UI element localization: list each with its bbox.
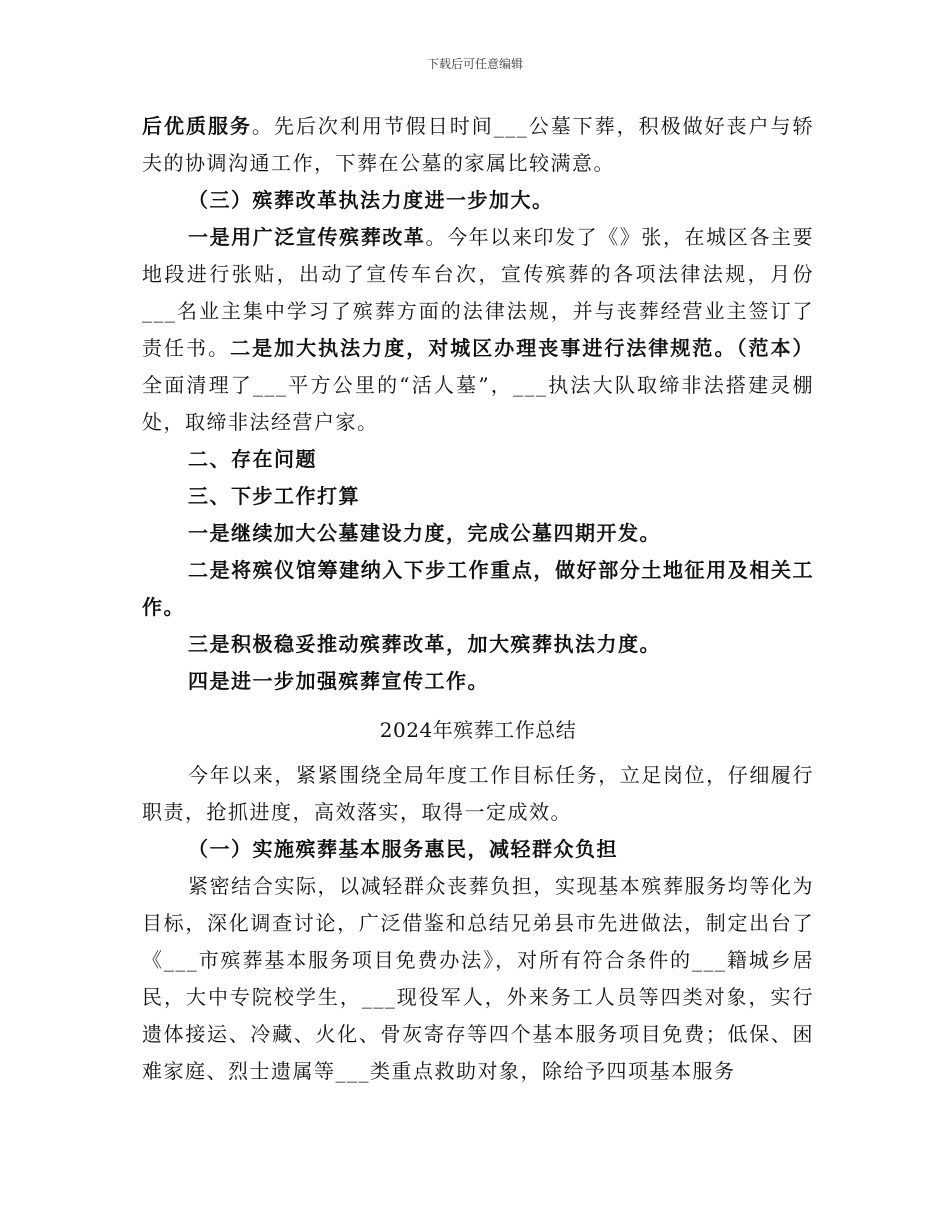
paragraph-intro: 今年以来，紧紧围绕全局年度工作目标任务，立足岗位，仔细履行职责，抢抓进度，高效落实，取得一定成效。 xyxy=(142,763,814,824)
section-plans: 三、下步工作打算 xyxy=(188,484,360,508)
document-title: 2024年殡葬工作总结 xyxy=(379,718,577,742)
paragraph-text-1: 。今年以来印发了《》张，在城区各主要地段进行张贴，出动了宣传车台次，宣传殡葬的各项法律法规，月份___名业主集中学习了殡葬方面的法律法规，并与丧葬经营业主签订了责任书。 xyxy=(142,225,815,360)
plan-item-3: 三是积极稳妥推动殡葬改革，加大殡葬执法力度。 xyxy=(188,632,661,656)
paragraph-service xyxy=(142,108,814,182)
plan-item-1: 一是继续加大公墓建设力度，完成公墓四期开发。 xyxy=(188,521,661,545)
bold-lead: 后优质服务 xyxy=(142,114,252,138)
section-heading-1: （一）实施殡葬基本服务惠民，减轻群众负担 xyxy=(188,837,618,861)
plan-item-2: 二是将殡仪馆筹建纳入下步工作重点，做好部分土地征用及相关工作。 xyxy=(142,558,814,619)
section-heading-3: （三）殡葬改革执法力度进一步加大。 xyxy=(188,188,554,212)
section-problems: 二、存在问题 xyxy=(188,447,317,471)
bold-lead-1: 一是用广泛宣传殡葬改革 xyxy=(188,225,426,249)
bold-lead-2: 二是加大执法力度，对城区办理丧事进行法律规范。（范本） xyxy=(230,336,815,360)
document-body xyxy=(142,108,814,1090)
paragraph-publicity xyxy=(142,219,814,441)
page-header: 下载后可任意编辑 xyxy=(426,57,523,71)
plan-item-4: 四是进一步加强殡葬宣传工作。 xyxy=(188,669,489,693)
paragraph-text: 。先后次利用节假日时间___公墓下葬，积极做好丧户与轿夫的协调沟通工作，下葬在公墓的家属比较满意。 xyxy=(142,114,815,175)
paragraph-basic-services: 紧密结合实际，以减轻群众丧葬负担，实现基本殡葬服务均等化为目标，深化调查讨论，广泛借鉴和总结兄弟县市先进做法，制定出台了《___市殡葬基本服务项目免费办法》，对所有符合条件的___籍城乡居民，大中专院校学生，___现役军人，外来务工人员等四类对象，实行遗体接运、冷藏、火化、骨灰寄存等四个基本服务项目免费；低保、困难家庭、烈士遗属等___类重点救助对象，除给予四项基本服务 xyxy=(142,874,814,1083)
paragraph-text-2: 全面清理了___平方公里的“活人墓”，___执法大队取缔非法搭建灵棚处，取缔非法经营户家。 xyxy=(142,373,814,434)
